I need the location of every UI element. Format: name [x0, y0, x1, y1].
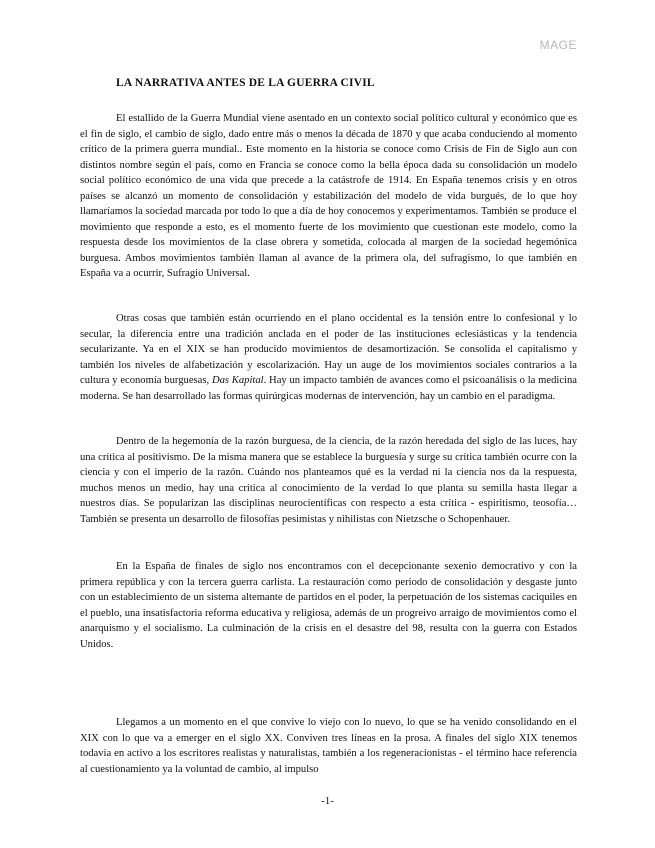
watermark: MAGE	[539, 38, 577, 52]
page-number: -1-	[321, 795, 334, 807]
paragraph-4: En la España de finales de siglo nos encontramos con el decepcionante sexenio democrativo y con la primera república y con la tercera guerra carlista. La restauración como periodo de consolidación y desgaste junto con un establecimiento de un sistema altemante de partidos en el poder, la perpetuación de los sistemas caciquiles en el pueblo, una insatisfactoria reforma educativa y religiosa, además de un progreivo arraigo de movimientos como el anarquismo y el socialismo. La culminación de la crisis en el desastre del 98, resulta con la guerra con Estados Unidos.	[80, 561, 577, 650]
book-title-das-kapital: Das Kapital	[211, 375, 264, 387]
paragraph-2-text: Otras cosas que también están ocurriendo en el plano occidental es la tensión entre lo confesional y lo secular, la diferencia entre una tradición anclada en el poder de las instituciones eclesiásticas y la tendencia secularizante. Ya en el XIX se han producido movimientos de desamortización. Se consolida el capitalismo y también los niveles de alfabetización y escolarización. Hay un auge de los movimientos sociales contrarios a la cultura y economía burguesas,	[80, 313, 577, 387]
paragraph-2	[80, 311, 577, 404]
document-title: LA NARRATIVA ANTES DE LA GUERRA CIVIL	[116, 77, 375, 89]
paragraph-3: Dentro de la hegemonía de la razón burguesa, de la ciencia, de la razón heredada del siglo de las luces, hay una crítica al positivismo. De la misma manera que se establece la burguesía y surge su crítica también ocurre con la ciencia y con el imperio de la razón. Cuándo nos planteamos qué es la verdad ni la ciencia nos da la respuesta, muchos menos un medio, hay una crítica al conocimiento de la verdad lo que planta su semilla hasta llegar a nuestros días. Se popularizan las disciplinas neurocientíficas con respecto a esta crítica - espiritismo, teosofía… También se presenta un desarrollo de filosofías pesimistas y nihilistas con Nietzsche o Schopenhauer.	[80, 436, 577, 525]
paragraph-5: Llegamos a un momento en el que convive lo viejo con lo nuevo, lo que se ha venido consolidando en el XIX con lo que va a emerger en el siglo XX. Conviven tres líneas en la prosa. A finales del siglo XIX tenemos todavía en activo a los escritores realistas y naturalistas, también a los regeneracionistas - el término hace referencia al cuestionamiento ya la voluntad de cambio, al impulso	[80, 717, 577, 775]
paragraph-1: El estallido de la Guerra Mundial viene asentado en un contexto social político cultural y económico que es el fin de siglo, el cambio de siglo, dado entre más o menos la década de 1870 y que acaba conduciendo al momento crítico de la primera guerra mundial.. Este momento en la historia se conoce como Crisis de Fin de Siglo aun con distintos nombre según el país, como en Francia se conoce como la bella época dada su consolidación un modelo social político económico de una vida que precede a la catástrofe de 1914. En España tenemos crisis y en otros países se alcanzó un momento de consolidación y estabilización del modelo de vida burgués, de lo que hoy llamaríamos la sociedad marcada por todo lo que a día de hoy conocemos y experimentamos. También se produce el movimiento que responde a esto, es el momento fuerte de los movimiento que cuestionan este modelo, como la respuesta desde los movimientos de la clase obrera y sometida, colocada al margen de la sociedad hegemónica burguesa. Ambos movimientos también llaman al avance de la primera ola, del sufragismo, lo que también en España va a ocurrir, Sufragio Universal.	[80, 113, 577, 280]
paragraph-2-tail: . Hay un impacto también de avances como el psicoanálisis o la medicina moderna. Se han desarrollado las formas quirúrgicas modernas de intervención, hay un cambio en el paradigma.	[80, 375, 577, 402]
